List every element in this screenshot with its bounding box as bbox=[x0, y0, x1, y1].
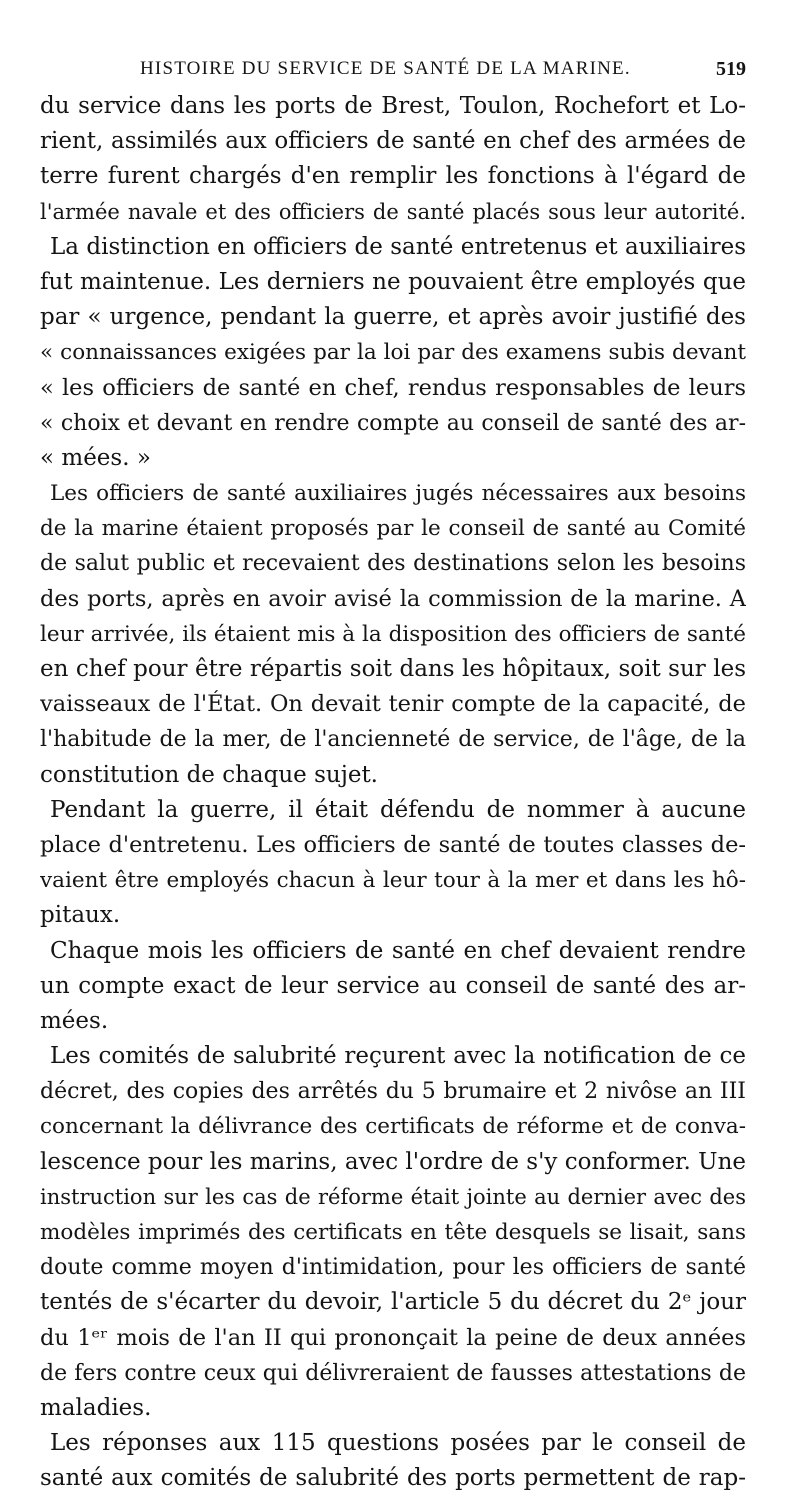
text-line: mées. bbox=[40, 1007, 109, 1034]
text-line: Chaque mois les officiers de santé en chef devaient rendre bbox=[50, 937, 746, 964]
text-line: maladies. bbox=[40, 1394, 152, 1421]
text-line: « choix et devant en rendre compte au conseil de santé des ar- bbox=[40, 410, 746, 436]
text-line: Les réponses aux 115 questions posées par le conseil de bbox=[50, 1430, 746, 1457]
text-line: santé aux comités de salubrité des ports permettent de rap- bbox=[40, 1465, 746, 1492]
text-line: Les officiers de santé auxiliaires jugés nécessaires aux besoins bbox=[50, 481, 746, 507]
page-number: 519 bbox=[716, 58, 746, 80]
text-line: place d'entretenu. Les officiers de santé de toutes classes de- bbox=[40, 831, 746, 858]
text-line: « mées. » bbox=[40, 444, 151, 471]
running-head bbox=[40, 58, 746, 88]
body-text bbox=[40, 89, 746, 1497]
text-line: La distinction en officiers de santé entretenus et auxiliaires bbox=[50, 233, 746, 260]
text-line: vaient être employés chacun à leur tour à la mer et dans les hô- bbox=[40, 868, 746, 894]
text-line: instruction sur les cas de réforme était jointe au dernier avec des bbox=[40, 1184, 746, 1209]
text-line: concernant la délivrance des certificats de réforme et de conva- bbox=[40, 1114, 746, 1140]
text-line: vaisseaux de l'État. On devait tenir compte de la capacité, de bbox=[40, 691, 746, 718]
text-line: modèles imprimés des certificats en tête desquels se lisait, sans bbox=[40, 1220, 746, 1245]
text-line: par « urgence, pendant la guerre, et après avoir justifié des bbox=[40, 304, 746, 331]
text-line: du service dans les ports de Brest, Toulon, Rochefort et Lo- bbox=[40, 93, 746, 119]
text-line: Les comités de salubrité reçurent avec la notification de ce bbox=[50, 1043, 746, 1070]
text-line: un compte exact de leur service au conseil de santé des ar- bbox=[40, 972, 746, 999]
text-line: Pendant la guerre, il était défendu de nommer à aucune bbox=[50, 796, 746, 823]
text-line: l'armée navale et des officiers de santé placés sous leur autorité. bbox=[40, 199, 746, 224]
text-line: fut maintenue. Les derniers ne pouvaient être employés que bbox=[40, 268, 746, 295]
text-line: de la marine étaient proposés par le conseil de santé au Comité bbox=[40, 516, 746, 542]
text-line: du 1ᵉʳ mois de l'an II qui prononçait la peine de deux années bbox=[40, 1324, 746, 1351]
text-line: lescence pour les marins, avec l'ordre de s'y conformer. Une bbox=[40, 1148, 746, 1175]
text-line: décret, des copies des arrêtés du 5 brumaire et 2 nivôse an III bbox=[40, 1079, 746, 1105]
text-line: doute comme moyen d'intimidation, pour les officiers de santé bbox=[40, 1255, 746, 1281]
text-line: rient, assimilés aux officiers de santé en chef des armées de bbox=[40, 128, 746, 155]
text-line: tentés de s'écarter du devoir, l'article 5 du décret du 2ᵉ jour bbox=[40, 1289, 746, 1316]
text-line: « connaissances exigées par la loi par des examens subis devant bbox=[40, 340, 746, 366]
text-line: l'habitude de la mer, de l'ancienneté de service, de l'âge, de la bbox=[40, 727, 746, 753]
text-line: de salut public et recevaient des destinations selon les besoins bbox=[40, 551, 746, 577]
book-page bbox=[40, 0, 746, 1492]
running-title: HISTOIRE DU SERVICE DE SANTÉ DE LA MARINE. bbox=[140, 58, 631, 79]
text-line: constitution de chaque sujet. bbox=[40, 761, 378, 788]
text-line: des ports, après en avoir avisé la commission de la marine. A bbox=[40, 585, 746, 612]
text-line: terre furent chargés d'en remplir les fonctions à l'égard de bbox=[40, 163, 746, 190]
text-line: leur arrivée, ils étaient mis à la disposition des officiers de santé bbox=[40, 621, 746, 647]
text-line: en chef pour être répartis soit dans les hôpitaux, soit sur les bbox=[40, 656, 746, 682]
text-line: pitaux. bbox=[40, 902, 121, 929]
text-line: de fers contre ceux qui délivreraient de fausses attestations de bbox=[40, 1360, 746, 1386]
text-line: « les officiers de santé en chef, rendus responsables de leurs bbox=[40, 374, 746, 401]
